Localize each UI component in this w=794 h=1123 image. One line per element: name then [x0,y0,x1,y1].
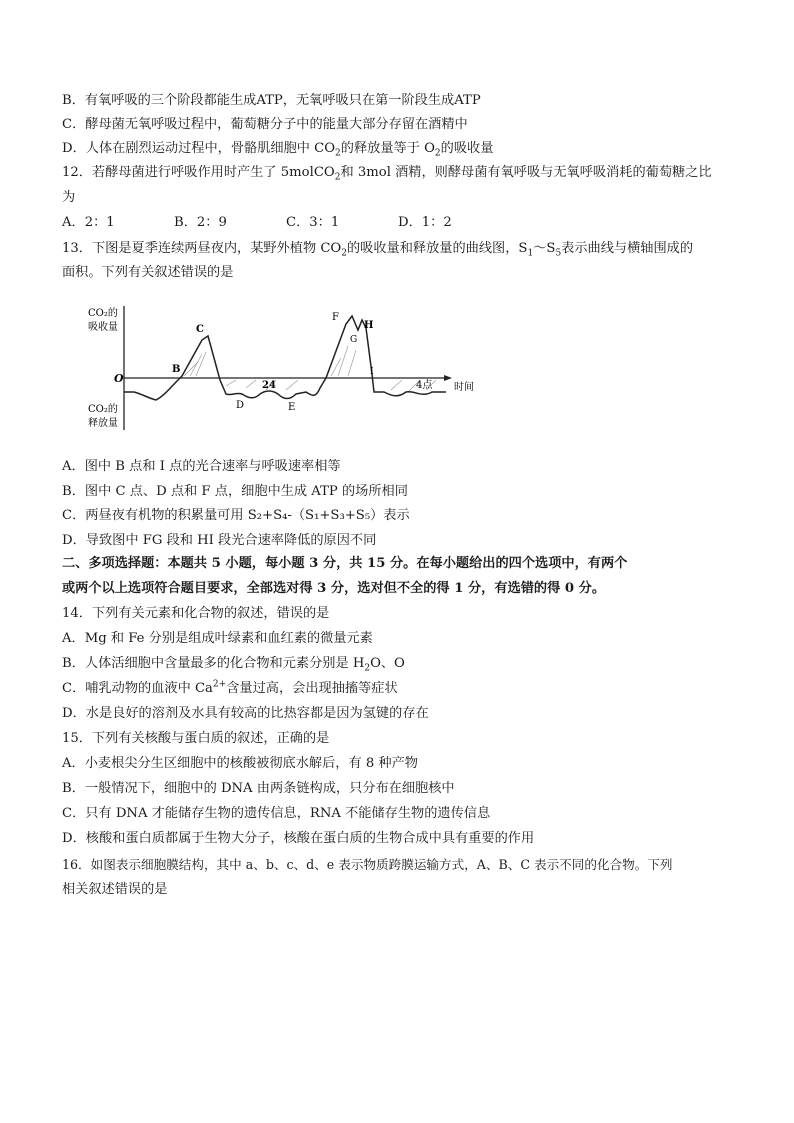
q15-option-c: C．只有 DNA 才能储存生物的遗传信息，RNA 不能储存生物的遗传信息 [62,806,491,821]
q11-option-c: C．酵母菌无氧呼吸过程中，葡萄糖分子中的能量大部分存留在酒精中 [62,117,468,132]
q15-stem: 15．下列有关核酸与蛋白质的叙述，正确的是 [62,731,330,746]
q12-option-d: D．1：2 [398,215,452,230]
point-f-label: F [332,312,339,323]
q13-option-d: D．导致图中 FG 段和 HI 段光合速率降低的原因不同 [62,533,377,548]
q13-option-c: C．两昼夜有机物的积累量可用 S₂+S₄-（S₁+S₃+S₅）表示 [62,508,410,523]
origin-label: O [114,372,124,385]
q15-option-a: A．小麦根尖分生区细胞中的核酸被彻底水解后，有 8 种产物 [62,756,418,771]
point-c-label: C [196,324,204,335]
q14-option-b: B．人体活细胞中含量最多的化合物和元素分别是 $H_2O$、O [62,656,405,674]
q14-option-a: A．Mg 和 Fe 分别是组成叶绿素和血红素的微量元素 [62,631,373,646]
point-b-label: B [172,364,181,375]
q13-option-a: A．图中 B 点和 I 点的光合速率与呼吸速率相等 [62,459,341,474]
q11-option-b: B．有氧呼吸的三个阶段都能生成ATP，无氧呼吸只在第一阶段生成ATP [62,93,481,108]
point-e-label: E [288,402,296,413]
q14-stem: 14．下列有关元素和化合物的叙述，错误的是 [62,606,330,621]
q14-option-d: D．水是良好的溶剂及水具有较高的比热容都是因为氢键的存在 [62,706,429,721]
section2-header-line1: 二、多项选择题：本题共 5 小题，每小题 3 分，共 15 分。在每小题给出的四个选项中，有两个 [62,556,628,571]
point-g-label: G [350,335,358,345]
q14-option-c: C．哺乳动物的血液中 $Ca^{2+}$含量过高，会出现抽搐等症状 [62,679,398,696]
section2-header-line2: 或两个以上选项符合题目要求，全部选对得 3 分，选对但不全的得 1 分，有选错的得 0 分。 [62,581,606,596]
x-axis-arrow [444,375,452,381]
q12-stem-line1: 12．若酵母菌进行呼吸作用时产生了 5molCO$_2$和 3mol 酒精，则酵母菌有氧呼吸与无氧呼吸消耗的葡萄糖之比 [62,165,712,183]
q12-stem-line2: 为 [62,190,76,205]
x-axis-label: 时间 [454,382,474,393]
q13-stem-line2: 面积。下列有关叙述错误的是 [62,265,234,280]
label-24: 24 [262,380,276,391]
q12-option-a: A．2：1 [62,215,115,230]
y-label-release-1: CO₂的 [88,404,118,415]
q13-option-b: B．图中 C 点、D 点和 F 点，细胞中生成 ATP 的场所相同 [62,484,408,499]
q12-options [62,214,452,232]
point-d-label: D [236,400,245,411]
q15-option-b: B．一般情况下，细胞中的 DNA 由两条链构成，只分布在细胞核中 [62,781,455,796]
label-4-oclock: 4点 [416,380,433,391]
co2-curve-figure [86,300,496,442]
y-label-absorb-1: CO₂的 [88,308,118,319]
q16-stem-line1: 16．如图表示细胞膜结构，其中 a、b、c、d、e 表示物质跨膜运输方式，A、B、C 表示不同的化合物。下列 [62,857,673,872]
co2-curve [124,316,446,400]
q11-option-d: D．人体在剧烈运动过程中，骨骼肌细胞中 $CO_2$的释放量等于 $O_2$的吸收量 [62,141,494,159]
q16-stem-line2: 相关叙述错误的是 [62,882,168,897]
q12-option-c: C．3：1 [286,215,340,230]
point-h-label: H [364,320,374,331]
point-i-label: I [370,367,374,377]
y-label-release-2: 释放量 [88,418,118,429]
q15-option-d: D．核酸和蛋白质都属于生物大分子，核酸在蛋白质的生物合成中具有重要的作用 [62,831,535,846]
y-label-absorb-2: 吸收量 [88,322,118,333]
q13-stem-line1: 13．下图是夏季连续两昼夜内，某野外植物 $CO_2$的吸收量和释放量的曲线图，$S_1\sim S_5$表示曲线与横轴围成的 [62,241,694,259]
q12-option-b: B．2：9 [174,215,227,230]
